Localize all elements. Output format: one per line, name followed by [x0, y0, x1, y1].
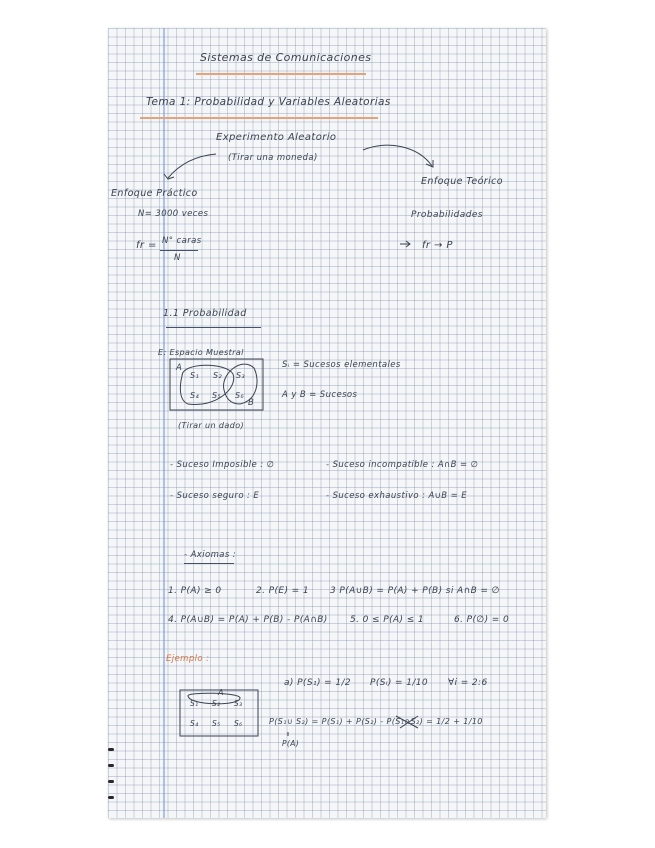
- example-a-outline: [188, 693, 240, 704]
- example-range: ∀i = 2:6: [448, 678, 488, 688]
- topic-heading: Tema 1: Probabilidad y Variables Aleatorias: [146, 96, 391, 108]
- notebook-page: [108, 28, 546, 818]
- venn-s3: S₃: [236, 371, 246, 380]
- example-part-a: a) P(S₁) = 1/2: [284, 678, 352, 688]
- arrow-left: [168, 154, 216, 178]
- event-certain: - Suceso seguro : E: [170, 491, 260, 501]
- spiral-mark: [108, 764, 114, 767]
- example-s5: S₅: [212, 719, 221, 728]
- spiral-mark: [108, 796, 114, 799]
- venn-s5: S₅: [212, 391, 222, 400]
- example-title: Ejemplo :: [166, 654, 210, 664]
- example-set-a: A: [218, 688, 224, 697]
- sample-space-box: [170, 359, 263, 410]
- practical-trials: N= 3000 veces: [138, 209, 209, 219]
- example-psi: P(Sᵢ) = 1/10: [370, 678, 429, 688]
- axiom-3: 3 P(A∪B) = P(A) + P(B) si A∩B = ∅: [330, 586, 500, 596]
- venn-s6: S₆: [235, 391, 245, 400]
- example-s1: S₁: [190, 699, 199, 708]
- axiom-2: 2. P(E) = 1: [256, 586, 309, 596]
- fr-lhs: fr =: [136, 240, 157, 251]
- fr-denominator: N: [174, 253, 181, 263]
- venn-a-outline: [180, 365, 233, 404]
- spiral-mark: [108, 780, 114, 783]
- theoretical-probabilities: Probabilidades: [411, 210, 483, 220]
- elementary-events: Sᵢ = Sucesos elementales: [282, 360, 401, 370]
- fr-to-p: fr → P: [422, 240, 453, 251]
- experiment-title: Experimento Aleatorio: [216, 132, 337, 143]
- experiment-example: (Tirar una moneda): [228, 153, 318, 163]
- event-incompatible: - Suceso incompatible : A∩B = ∅: [326, 460, 479, 470]
- venn-s2: S₂: [213, 371, 223, 380]
- venn-s1: S₁: [190, 371, 200, 380]
- theoretical-label: Enfoque Teórico: [421, 176, 503, 187]
- example-s2: S₂: [212, 699, 221, 708]
- event-impossible: - Suceso Imposible : ∅: [170, 460, 275, 470]
- venn-set-a: A: [176, 363, 183, 373]
- fr-arrow: [400, 241, 410, 247]
- venn-set-b: B: [248, 398, 255, 408]
- events-ab: A y B = Sucesos: [282, 390, 358, 400]
- arrow-right: [363, 145, 432, 166]
- axioms-title: - Axiomas :: [184, 550, 237, 560]
- sketch-layer: [108, 28, 546, 818]
- example-union: P(S₁∪ S₂) = P(S₁) + P(S₂) - P(S₁∩S₂) = 1/2 + 1/10: [269, 717, 483, 726]
- fr-numerator: N° caras: [162, 236, 202, 246]
- venn-s4: S₄: [190, 391, 200, 400]
- axiom-4: 4. P(A∪B) = P(A) + P(B) - P(A∩B): [168, 615, 328, 625]
- event-exhaustive: - Suceso exhaustivo : A∪B = E: [326, 491, 468, 501]
- die-example: (Tirar un dado): [178, 421, 245, 430]
- example-box: [180, 690, 258, 736]
- practical-label: Enfoque Práctico: [111, 188, 198, 199]
- example-s4: S₄: [190, 719, 199, 728]
- example-pa: P(A): [282, 739, 300, 748]
- page-title: Sistemas de Comunicaciones: [200, 51, 372, 64]
- spiral-mark: [108, 748, 114, 751]
- example-s6: S₆: [234, 719, 243, 728]
- example-s3: S₃: [234, 699, 243, 708]
- sample-space-label: E: Espacio Muestral: [158, 348, 244, 357]
- axiom-5: 5. 0 ≤ P(A) ≤ 1: [350, 615, 425, 625]
- axiom-1: 1. P(A) ≥ 0: [168, 586, 222, 596]
- axiom-6: 6. P(∅) = 0: [454, 615, 510, 625]
- section-title: 1.1 Probabilidad: [163, 308, 247, 319]
